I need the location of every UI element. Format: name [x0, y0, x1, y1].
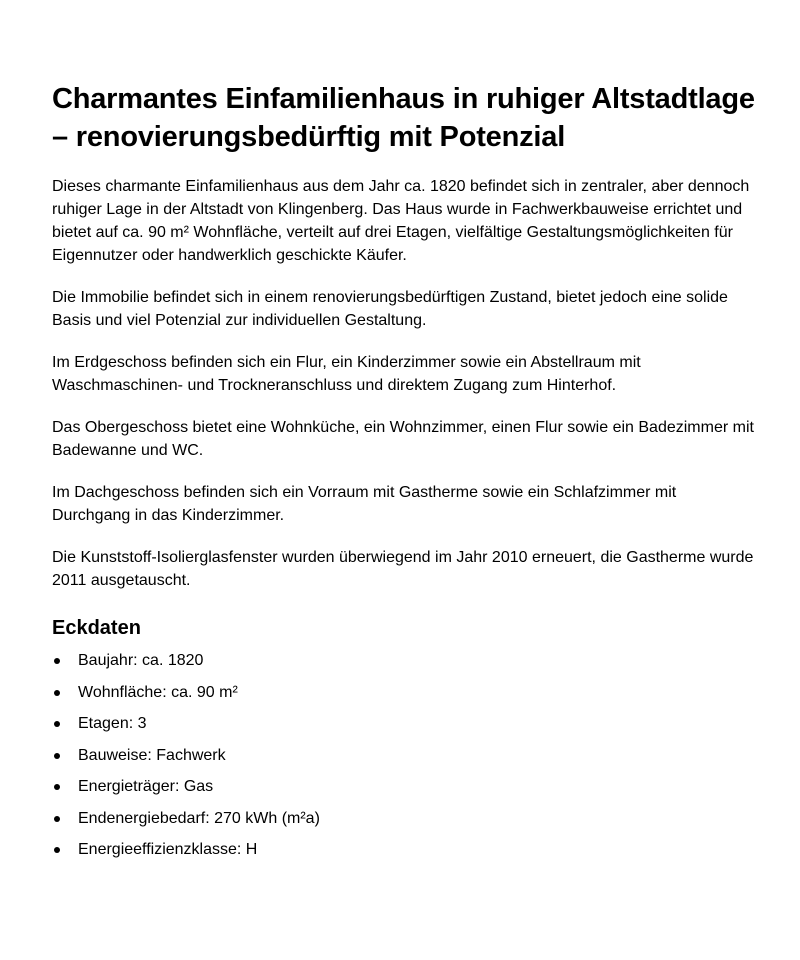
paragraph-attic: Im Dachgeschoss befinden sich ein Vorraum mit Gastherme sowie ein Schlafzimmer mit Durchgang in das Kinderzimmer.	[52, 484, 677, 524]
list-item	[52, 682, 760, 704]
list-item	[52, 839, 760, 861]
bullet-icon	[54, 721, 60, 727]
fact-text: Energieeffizienzklasse: H	[78, 841, 258, 858]
fact-text: Endenergiebedarf: 270 kWh (m²a)	[78, 809, 320, 827]
paragraph-condition: Die Immobilie befindet sich in einem renovierungsbedürftigen Zustand, bietet jedoch eine solide Basis und viel Potenzial zur individuellen Gestaltung.	[52, 289, 728, 329]
fact-text: Bauweise: Fachwerk	[78, 746, 226, 764]
paragraph-ground-floor: Im Erdgeschoss befinden sich ein Flur, ein Kinderzimmer sowie ein Abstellraum mit Waschmaschinen- und Trockneranschluss und direktem Zugang zum Hinterhof.	[52, 354, 641, 394]
description-section	[52, 175, 760, 592]
fact-text: Baujahr: ca. 1820	[78, 652, 204, 669]
facts-list	[52, 650, 760, 861]
list-item	[52, 808, 760, 830]
fact-text: Etagen: 3	[78, 715, 147, 732]
bullet-icon	[54, 658, 60, 664]
bullet-icon	[54, 753, 60, 759]
list-item	[52, 650, 760, 672]
paragraph-upper-floor: Das Obergeschoss bietet eine Wohnküche, ein Wohnzimmer, einen Flur sowie ein Badezimmer mit Badewanne und WC.	[52, 419, 754, 459]
fact-text: Energieträger: Gas	[78, 778, 214, 795]
bullet-icon	[54, 784, 60, 790]
bullet-icon	[54, 847, 60, 853]
document-title: Charmantes Einfamilienhaus in ruhiger Altstadtlage – renovierungsbedürftig mit Potenzial	[52, 83, 755, 153]
list-item	[52, 776, 760, 798]
bullet-icon	[54, 816, 60, 822]
list-item	[52, 745, 760, 767]
paragraph-windows-heating: Die Kunststoff-Isolierglasfenster wurden überwiegend im Jahr 2010 erneuert, die Gastherme wurde 2011 ausgetauscht.	[52, 549, 754, 589]
paragraph-intro: Dieses charmante Einfamilienhaus aus dem Jahr ca. 1820 befindet sich in zentraler, aber dennoch ruhiger Lage in der Altstadt von Klingenberg. Das Haus wurde in Fachwerkbauweise errichtet und bietet auf ca. 90 m² Wohnfläche, verteilt auf drei Etagen, vielfältige Gestaltungsmöglichkeiten für Eigennutzer oder handwerklich geschickte Käufer.	[52, 178, 750, 264]
list-item	[52, 713, 760, 735]
facts-heading: Eckdaten	[52, 617, 141, 639]
bullet-icon	[54, 690, 60, 696]
fact-text: Wohnfläche: ca. 90 m²	[78, 683, 238, 701]
